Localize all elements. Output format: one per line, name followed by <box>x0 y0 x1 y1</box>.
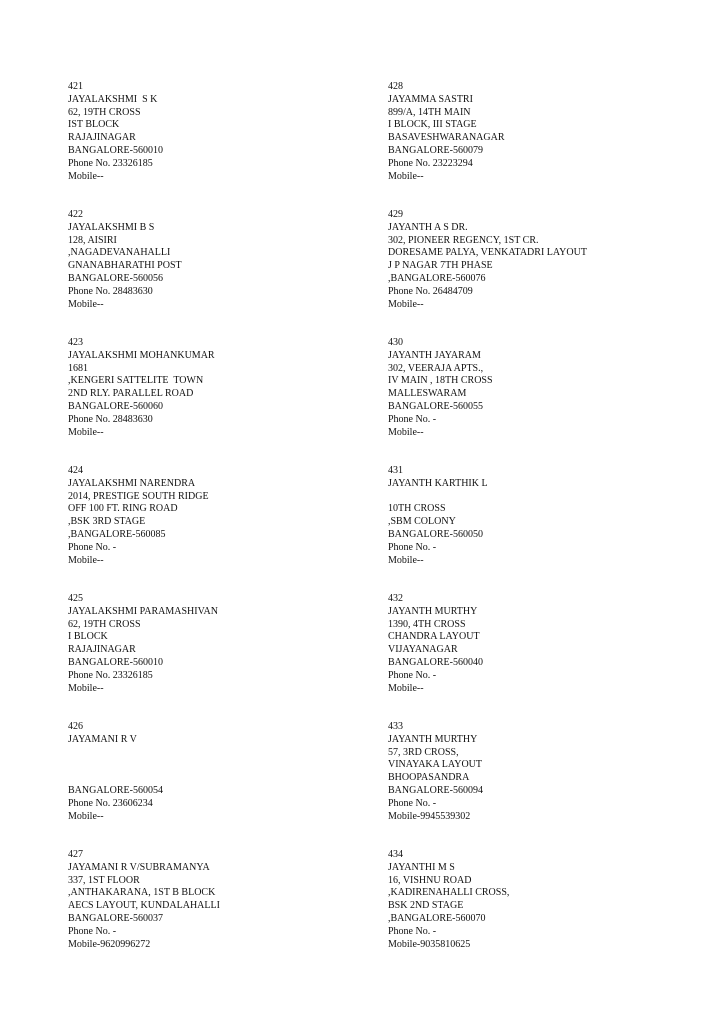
address-line-3: RAJAJINAGAR <box>68 132 136 144</box>
member-name: JAYANTH KARTHIK L <box>388 477 488 489</box>
address-line-2: IV MAIN , 18TH CROSS <box>388 375 493 387</box>
mobile-number: Mobile-- <box>388 554 424 566</box>
mobile-number: Mobile-9945539302 <box>388 810 471 822</box>
directory-entry <box>68 593 368 695</box>
directory-entry <box>388 465 688 567</box>
city-pincode: ,BANGALORE-560076 <box>388 272 486 284</box>
address-line-1: 1390, 4TH CROSS <box>388 618 466 630</box>
member-name: JAYALAKSHMI NARENDRA <box>68 477 196 489</box>
address-line-1: 62, 19TH CROSS <box>68 618 141 630</box>
address-line-2: ,KENGERI SATTELITE TOWN <box>68 375 204 387</box>
address-line-1: 899/A, 14TH MAIN <box>388 106 471 118</box>
directory-entry <box>68 337 368 439</box>
address-line-3: BSK 2ND STAGE <box>388 900 464 912</box>
phone-number: Phone No. 28483630 <box>68 413 153 425</box>
address-line-2: OFF 100 FT. RING ROAD <box>68 503 178 515</box>
phone-number: Phone No. - <box>388 797 437 809</box>
member-name: JAYALAKSHMI PARAMASHIVAN <box>68 605 218 617</box>
mobile-number: Mobile-- <box>388 426 424 438</box>
entry-number: 425 <box>68 593 83 604</box>
address-line-3: BASAVESHWARANAGAR <box>388 132 505 144</box>
member-name: JAYANTH MURTHY <box>388 605 478 617</box>
entry-number: 421 <box>68 81 83 92</box>
mobile-number: Mobile-- <box>68 298 104 310</box>
address-line-1: 62, 19TH CROSS <box>68 106 141 118</box>
entry-number: 422 <box>68 209 83 220</box>
address-line-3: ,SBM COLONY <box>388 516 456 528</box>
directory-entry <box>68 721 368 823</box>
address-line-2: CHANDRA LAYOUT <box>388 631 480 643</box>
mobile-number: Mobile-- <box>68 170 104 182</box>
mobile-number: Mobile-- <box>68 426 104 438</box>
directory-entry <box>68 849 368 951</box>
city-pincode: BANGALORE-560054 <box>68 784 163 796</box>
address-line-1: 57, 3RD CROSS, <box>388 746 459 758</box>
entry-number: 428 <box>388 81 403 92</box>
address-line-3: GNANABHARATHI POST <box>68 260 182 272</box>
address-line-1: 128, AISIRI <box>68 234 117 246</box>
entry-number: 431 <box>388 465 403 476</box>
phone-number: Phone No. - <box>388 413 437 425</box>
address-line-1: 302, PIONEER REGENCY, 1ST CR. <box>388 234 539 246</box>
entry-number: 427 <box>68 849 83 860</box>
address-line-1: 2014, PRESTIGE SOUTH RIDGE <box>68 490 209 502</box>
directory-entry <box>388 81 688 183</box>
address-line-2: 10TH CROSS <box>388 503 446 515</box>
member-name: JAYALAKSHMI S K <box>68 93 158 105</box>
member-name: JAYANTH A S DR. <box>388 221 468 233</box>
mobile-number: Mobile-- <box>68 554 104 566</box>
entry-number: 432 <box>388 593 403 604</box>
entry-number: 426 <box>68 721 83 732</box>
phone-number: Phone No. 26484709 <box>388 285 473 297</box>
address-line-1: 302, VEERAJA APTS., <box>388 362 484 374</box>
entry-number: 430 <box>388 337 403 348</box>
address-line-1 <box>388 491 688 504</box>
city-pincode: BANGALORE-560055 <box>388 400 483 412</box>
entry-number: 429 <box>388 209 403 220</box>
address-line-2: ,NAGADEVANAHALLI <box>68 247 171 259</box>
member-name: JAYAMANI R V/SUBRAMANYA <box>68 861 210 873</box>
city-pincode: ,BANGALORE-560070 <box>388 912 486 924</box>
address-line-2: ,ANTHAKARANA, 1ST B BLOCK <box>68 887 216 899</box>
city-pincode: BANGALORE-560050 <box>388 528 483 540</box>
member-name: JAYALAKSHMI B S <box>68 221 155 233</box>
directory-entry <box>68 81 368 183</box>
address-line-3 <box>68 772 368 785</box>
mobile-number: Mobile-- <box>68 810 104 822</box>
mobile-number: Mobile-9620996272 <box>68 938 151 950</box>
mobile-number: Mobile-- <box>388 170 424 182</box>
directory-entry <box>388 337 688 439</box>
mobile-number: Mobile-- <box>68 682 104 694</box>
phone-number: Phone No. - <box>68 541 117 553</box>
member-name: JAYANTH MURTHY <box>388 733 478 745</box>
address-line-3: 2ND RLY. PARALLEL ROAD <box>68 388 194 400</box>
city-pincode: BANGALORE-560060 <box>68 400 163 412</box>
city-pincode: BANGALORE-560094 <box>388 784 483 796</box>
address-line-1: 1681 <box>68 362 88 374</box>
city-pincode: BANGALORE-560040 <box>388 656 483 668</box>
entry-number: 423 <box>68 337 83 348</box>
city-pincode: BANGALORE-560056 <box>68 272 163 284</box>
mobile-number: Mobile-- <box>388 298 424 310</box>
address-line-2: I BLOCK, III STAGE <box>388 119 477 131</box>
phone-number: Phone No. 23606234 <box>68 797 153 809</box>
city-pincode: BANGALORE-560037 <box>68 912 163 924</box>
address-line-3: J P NAGAR 7TH PHASE <box>388 260 493 272</box>
address-line-2: DORESAME PALYA, VENKATADRI LAYOUT <box>388 247 587 259</box>
address-line-3: RAJAJINAGAR <box>68 644 136 656</box>
city-pincode: BANGALORE-560010 <box>68 656 163 668</box>
address-line-3: BHOOPASANDRA <box>388 772 470 784</box>
phone-number: Phone No. - <box>388 669 437 681</box>
address-line-1: 16, VISHNU ROAD <box>388 874 472 886</box>
address-line-2: IST BLOCK <box>68 119 120 131</box>
phone-number: Phone No. - <box>388 541 437 553</box>
phone-number: Phone No. 23326185 <box>68 157 153 169</box>
address-line-3: ,BSK 3RD STAGE <box>68 516 146 528</box>
member-name: JAYAMANI R V <box>68 733 137 745</box>
directory-entry <box>68 465 368 567</box>
address-line-2: VINAYAKA LAYOUT <box>388 759 482 771</box>
address-line-3: VIJAYANAGAR <box>388 644 458 656</box>
directory-entry <box>388 593 688 695</box>
directory-entry <box>388 209 688 311</box>
city-pincode: ,BANGALORE-560085 <box>68 528 166 540</box>
address-line-2: ,KADIRENAHALLI CROSS, <box>388 887 510 899</box>
entry-number: 433 <box>388 721 403 732</box>
address-line-3: MALLESWARAM <box>388 388 467 400</box>
phone-number: Phone No. 23223294 <box>388 157 473 169</box>
member-name: JAYAMMA SASTRI <box>388 93 473 105</box>
member-name: JAYALAKSHMI MOHANKUMAR <box>68 349 215 361</box>
mobile-number: Mobile-9035810625 <box>388 938 471 950</box>
address-line-2 <box>68 759 368 772</box>
address-line-3: AECS LAYOUT, KUNDALAHALLI <box>68 900 220 912</box>
phone-number: Phone No. - <box>68 925 117 937</box>
directory-entry <box>388 849 688 951</box>
entry-number: 424 <box>68 465 83 476</box>
member-name: JAYANTH JAYARAM <box>388 349 481 361</box>
member-name: JAYANTHI M S <box>388 861 455 873</box>
phone-number: Phone No. 28483630 <box>68 285 153 297</box>
address-line-1 <box>68 747 368 760</box>
directory-entry <box>68 209 368 311</box>
city-pincode: BANGALORE-560010 <box>68 144 163 156</box>
address-line-2: I BLOCK <box>68 631 108 643</box>
mobile-number: Mobile-- <box>388 682 424 694</box>
entry-number: 434 <box>388 849 403 860</box>
phone-number: Phone No. 23326185 <box>68 669 153 681</box>
address-line-1: 337, 1ST FLOOR <box>68 874 140 886</box>
directory-entry <box>388 721 688 823</box>
city-pincode: BANGALORE-560079 <box>388 144 483 156</box>
phone-number: Phone No. - <box>388 925 437 937</box>
